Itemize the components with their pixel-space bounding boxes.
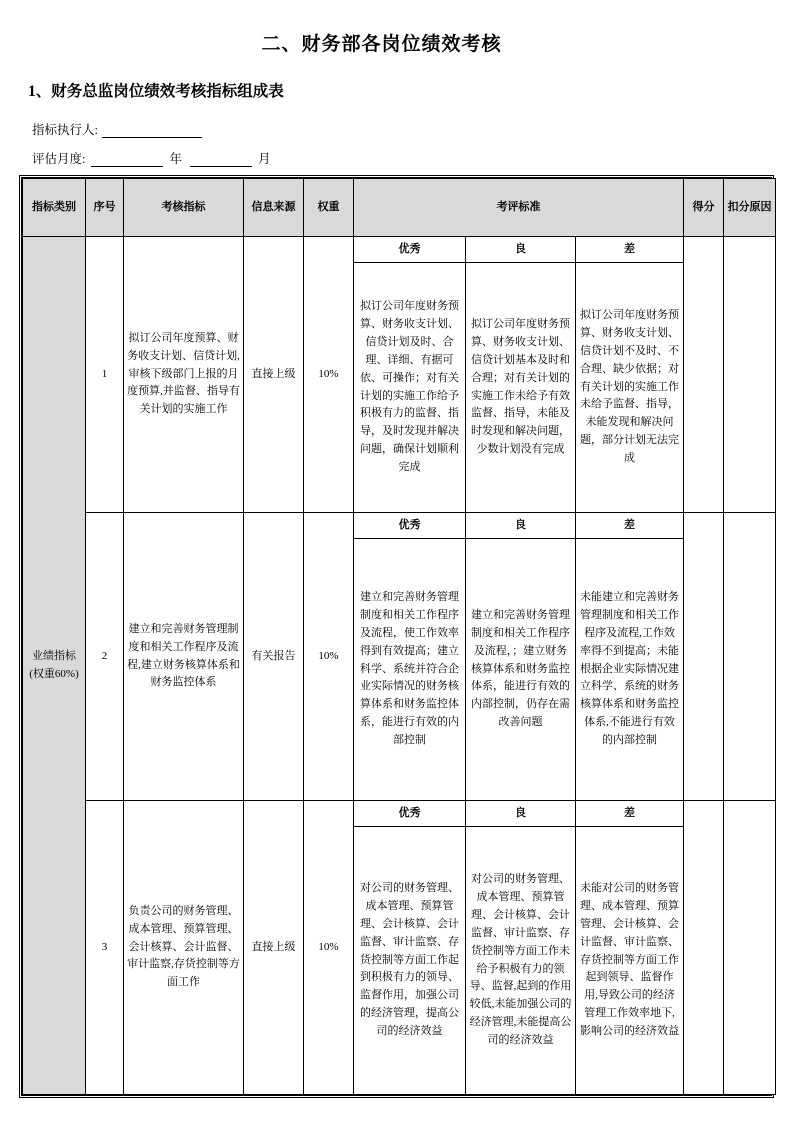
header-no: 序号 <box>86 179 124 237</box>
executor-input[interactable] <box>102 125 202 138</box>
grade-label-poor: 差 <box>576 801 684 827</box>
grade-label-good: 良 <box>466 513 576 539</box>
row-deduction-reason[interactable] <box>724 801 776 1095</box>
grade-label-poor: 差 <box>576 237 684 263</box>
period-label: 评估月度: <box>32 152 86 167</box>
grade-label-good: 良 <box>466 237 576 263</box>
header-weight: 权重 <box>304 179 354 237</box>
criteria-poor: 拟订公司年度财务预算、财务收支计划、信贷计划不及时、不合理、缺少依据；对有关计划的实施工作未给予监督、指导，未能发现和解决问题，部分计划无法完成 <box>576 263 684 513</box>
period-month-unit: 月 <box>258 152 271 167</box>
criteria-good: 建立和完善财务管理制度和相关工作程序及流程，；建立财务核算体系和财务监控体系，能进行有效的内部控制，仍存在需改善问题 <box>466 539 576 801</box>
row-deduction-reason[interactable] <box>724 237 776 513</box>
row-source: 直接上级 <box>244 801 304 1095</box>
row-score[interactable] <box>684 801 724 1095</box>
period-row <box>32 152 793 167</box>
header-source: 信息来源 <box>244 179 304 237</box>
category-label: 业绩指标(权重60%) <box>23 237 86 1095</box>
row-no: 3 <box>86 801 124 1095</box>
grade-label-excellent: 优秀 <box>354 237 466 263</box>
row-weight: 10% <box>304 513 354 801</box>
row-weight: 10% <box>304 801 354 1095</box>
row-score[interactable] <box>684 237 724 513</box>
period-year-input[interactable] <box>91 154 163 167</box>
kpi-table-container <box>19 175 774 1098</box>
grade-label-excellent: 优秀 <box>354 513 466 539</box>
header-deduction-reason: 扣分原因 <box>724 179 776 237</box>
row-indicator: 拟订公司年度预算、财务收支计划、信贷计划,审核下级部门上报的月度预算,并监督、指导有关计划的实施工作 <box>124 237 244 513</box>
grade-label-excellent: 优秀 <box>354 801 466 827</box>
grade-label-good: 良 <box>466 801 576 827</box>
period-year-unit: 年 <box>169 152 182 167</box>
executor-row <box>32 123 793 138</box>
row-source: 有关报告 <box>244 513 304 801</box>
row-deduction-reason[interactable] <box>724 513 776 801</box>
grade-label-poor: 差 <box>576 513 684 539</box>
page-title: 二、财务部各岗位绩效考核 <box>261 34 502 55</box>
row-indicator: 负责公司的财务管理、成本管理、预算管理、会计核算、会计监督、审计监察,存货控制等方面工作 <box>124 801 244 1095</box>
table-row <box>23 513 776 539</box>
table-row <box>23 801 776 827</box>
criteria-excellent: 拟订公司年度财务预算、财务收支计划、信贷计划及时、合理、详细、有据可依、可操作；对有关计划的实施工作给予积极有力的监督、指导，及时发现并解决问题，确保计划顺利完成 <box>354 263 466 513</box>
kpi-table <box>22 178 776 1095</box>
table-header-row <box>23 179 776 237</box>
row-no: 2 <box>86 513 124 801</box>
section-title: 1、财务总监岗位绩效考核指标组成表 <box>28 82 284 100</box>
form-fields <box>0 101 793 167</box>
criteria-poor: 未能对公司的财务管理、成本管理、预算管理、会计核算、会计监督、审计监察、存货控制等方面工作起到领导、监督作用,导致公司的经济管理工作效率地下,影响公司的经济效益 <box>576 827 684 1095</box>
row-source: 直接上级 <box>244 237 304 513</box>
row-indicator: 建立和完善财务管理制度和相关工作程序及流程,建立财务核算体系和财务监控体系 <box>124 513 244 801</box>
header-indicator: 考核指标 <box>124 179 244 237</box>
executor-label: 指标执行人: <box>32 123 98 138</box>
criteria-good: 对公司的财务管理、成本管理、预算管理、会计核算、会计监督、审计监察、存货控制等方面工作未给予积极有力的领导、监督,起到的作用较低,未能加强公司的经济管理,未能提高公司的经济效益 <box>466 827 576 1095</box>
header-criteria: 考评标准 <box>354 179 684 237</box>
header-category: 指标类别 <box>23 179 86 237</box>
criteria-excellent: 建立和完善财务管理制度和相关工作程序及流程，使工作效率得到有效提高；建立科学、系统并符合企业实际情况的财务核算体系和财务监控体系，能进行有效的内部控制 <box>354 539 466 801</box>
header-score: 得分 <box>684 179 724 237</box>
row-weight: 10% <box>304 237 354 513</box>
row-score[interactable] <box>684 513 724 801</box>
criteria-excellent: 对公司的财务管理、成本管理、预算管理、会计核算、会计监督、审计监察、存货控制等方面工作起到积极有力的领导、监督作用，加强公司的经济管理，提高公司的经济效益 <box>354 827 466 1095</box>
row-no: 1 <box>86 237 124 513</box>
criteria-good: 拟订公司年度财务预算、财务收支计划、信贷计划基本及时和合理；对有关计划的实施工作未给予有效监督、指导，未能及时发现和解决问题，少数计划没有完成 <box>466 263 576 513</box>
period-month-input[interactable] <box>190 154 252 167</box>
table-row <box>23 237 776 263</box>
criteria-poor: 未能建立和完善财务管理制度和相关工作程序及流程,工作效率得不到提高；未能根据企业实际情况建立科学、系统的财务核算体系和财务监控体系,不能进行有效的内部控制 <box>576 539 684 801</box>
